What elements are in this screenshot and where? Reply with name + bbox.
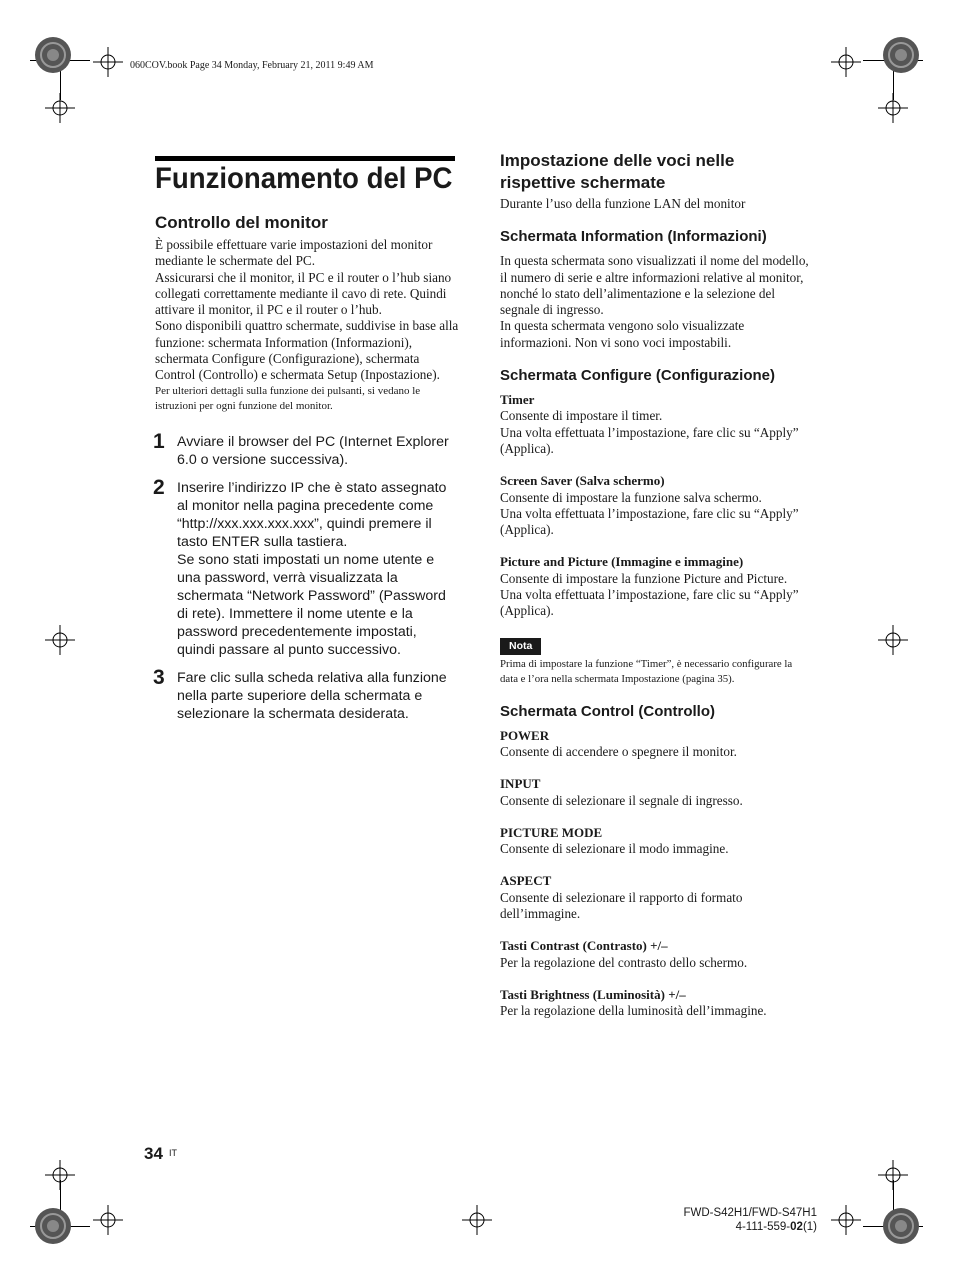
- item-label: Screen Saver (Salva schermo): [500, 473, 665, 489]
- color-disc-icon: [33, 35, 73, 75]
- intro-text: Durante l’uso della funzione LAN del monitor: [500, 196, 746, 211]
- item-label: INPUT: [500, 776, 541, 792]
- color-disc-icon: [881, 35, 921, 75]
- item-text: Consente di impostare la funzione Picture and Picture.: [500, 570, 788, 586]
- paragraph: In questa schermata sono visualizzati il nome del modello, il numero di serie e altre informazioni relative al monitor, nonché lo stato dell’alimentazione e la selezione del segnale di ingresso.: [500, 253, 809, 318]
- registration-mark-icon: [93, 47, 123, 77]
- color-disc-icon: [33, 1206, 73, 1246]
- item-text: Una volta effettuata l’impostazione, fare clic su “Apply” (Applica).: [500, 424, 799, 456]
- step-item: [153, 666, 458, 723]
- part-number-version: 02: [790, 1221, 803, 1233]
- registration-mark-icon: [45, 625, 75, 655]
- page-title: Funzionamento del PC: [155, 162, 453, 195]
- registration-mark-icon: [93, 1205, 123, 1235]
- item-label: POWER: [500, 727, 550, 743]
- step-item: [153, 430, 458, 469]
- item-label: Tasti Brightness (Luminosità) +/–: [500, 986, 686, 1002]
- model-name: FWD-S42H1/FWD-S47H1: [683, 1207, 817, 1219]
- subheading-control: Schermata Control (Controllo): [500, 702, 716, 720]
- subheading-configure: Schermata Configure (Configurazione): [500, 367, 776, 385]
- item-text: Consente di accendere o spegnere il monitor.: [500, 743, 737, 759]
- step-text: Inserire l’indirizzo IP che è stato assegnato al monitor nella pagina precedente come “http://xxx.xxx.xxx.xxx”, quindi premere il tasto ENTER sulla tastiera.: [177, 480, 447, 550]
- paragraph: Assicurarsi che il monitor, il PC e il router o l’hub siano collegati correttamente mediante il cavo di rete. Quindi attivare il monitor, il PC e il router o l’hub.: [155, 269, 452, 318]
- registration-mark-icon: [45, 1160, 75, 1190]
- step-item: [153, 476, 458, 659]
- item-text: Una volta effettuata l’impostazione, fare clic su “Apply” (Applica).: [500, 505, 799, 538]
- part-number-suffix: (1): [802, 1221, 817, 1233]
- subheading-information: Schermata Information (Informazioni): [500, 228, 767, 246]
- page-language: IT: [169, 1148, 177, 1158]
- step-text: Avviare il browser del PC (Internet Explorer 6.0 o versione successiva).: [177, 434, 449, 468]
- title-rule: [155, 156, 455, 161]
- paragraph: Sono disponibili quattro schermate, suddivise in base alla funzione: schermata Information (Informazioni), schermata Configure (Configurazione), schermata Control (Controllo) e schermata Setup (Inpostazione).: [155, 318, 459, 383]
- section-heading-controllo: Controllo del monitor: [155, 213, 328, 232]
- item-text: Per la regolazione della luminosità dell’immagine.: [500, 1003, 767, 1019]
- color-disc-icon: [881, 1206, 921, 1246]
- right-column: [500, 150, 810, 1020]
- registration-mark-icon: [462, 1205, 492, 1235]
- registration-mark-icon: [878, 93, 908, 123]
- registration-mark-icon: [831, 47, 861, 77]
- step-text-continued: Se sono stati impostati un nome utente e una password, verrà visualizzata la schermata “Network Password” (Password di rete). Immettere il nome utente e la password precedentemente impostati, quindi passare al punto successivo.: [177, 552, 446, 658]
- registration-mark-icon: [878, 1160, 908, 1190]
- item-text: Per la regolazione del contrasto dello schermo.: [500, 954, 748, 970]
- item-label: Tasti Contrast (Contrasto) +/–: [500, 938, 668, 954]
- step-number: 2: [153, 476, 165, 499]
- item-label: ASPECT: [500, 873, 552, 889]
- item-label: PICTURE MODE: [500, 824, 603, 840]
- step-list: [153, 430, 458, 733]
- registration-mark-icon: [45, 93, 75, 123]
- section-heading-impostazione: Impostazione delle voci nelle rispettive schermate: [500, 151, 735, 192]
- item-text: Consente di impostare il timer.: [500, 408, 663, 424]
- part-number-prefix: 4-111-559-: [735, 1221, 791, 1233]
- item-text: Consente di selezionare il rapporto di formato dell’immagine.: [500, 889, 743, 922]
- item-text: Una volta effettuata l’impostazione, fare clic su “Apply” (Applica).: [500, 587, 799, 619]
- paragraph: In questa schermata vengono solo visualizzate informazioni. Non vi sono voci impostabili.: [500, 318, 745, 350]
- registration-mark-icon: [831, 1205, 861, 1235]
- item-text: Consente di impostare la funzione salva schermo.: [500, 489, 762, 505]
- registration-mark-icon: [878, 625, 908, 655]
- step-number: 3: [153, 666, 165, 689]
- item-label: Timer: [500, 392, 535, 408]
- small-note: Per ulteriori dettagli sulla funzione dei pulsanti, si vedano le istruzioni per ogni funzione del monitor.: [155, 384, 421, 412]
- step-number: 1: [153, 430, 165, 453]
- page-number: 34: [144, 1144, 163, 1163]
- item-text: Consente di selezionare il segnale di ingresso.: [500, 792, 743, 808]
- left-column: [155, 213, 460, 414]
- note-text: Prima di impostare la funzione “Timer”, è necessario configurare la data e l’ora nella schermata Impostazione (pagina 35).: [500, 657, 793, 685]
- note-badge: Nota: [500, 638, 541, 655]
- paragraph: È possibile effettuare varie impostazioni del monitor mediante le schermate del PC.: [155, 237, 433, 269]
- file-header: 060COV.book Page 34 Monday, February 21, 2011 9:49 AM: [130, 60, 374, 71]
- item-text: Consente di selezionare il modo immagine.: [500, 841, 729, 857]
- part-number: [683, 1220, 817, 1234]
- model-info: [683, 1206, 817, 1234]
- step-text: Fare clic sulla scheda relativa alla funzione nella parte superiore della schermata e selezionare la schermata desiderata.: [177, 670, 447, 722]
- item-label: Picture and Picture (Immagine e immagine): [500, 554, 744, 570]
